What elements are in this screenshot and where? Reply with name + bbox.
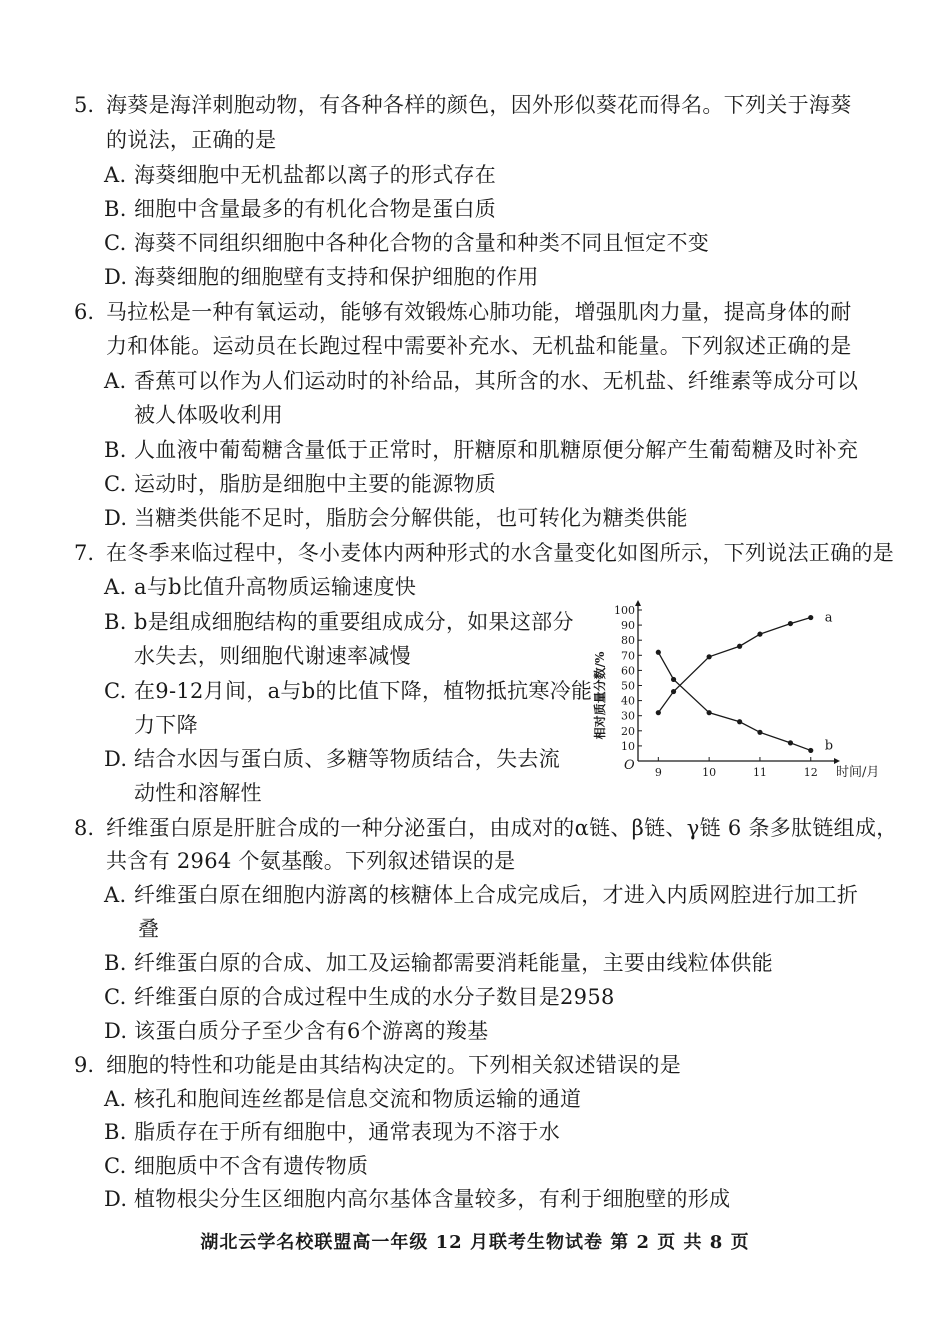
option-text: 细胞质中不含有遗传物质 [134, 1154, 369, 1178]
option-letter: B. [104, 438, 127, 462]
q8-option-b[interactable] [104, 948, 773, 978]
option-text: a与b比值升高物质运输速度快 [134, 575, 417, 599]
q8-option-c[interactable] [104, 982, 615, 1012]
option-text: 核孔和胞间连丝都是信息交流和物质运输的通道 [134, 1087, 582, 1111]
y-tick-label: 100 [614, 604, 635, 617]
q6-option-b[interactable] [104, 435, 858, 465]
q9-option-c[interactable] [104, 1151, 368, 1181]
q5-option-b[interactable] [104, 194, 496, 224]
q5-number: 5. [74, 93, 95, 117]
q9-option-b[interactable] [104, 1117, 560, 1147]
x-tick-label: 12 [803, 766, 818, 779]
option-letter: B. [104, 951, 127, 975]
option-letter: C. [104, 1154, 127, 1178]
q6-option-a-cont: 被人体吸收利用 [134, 403, 284, 427]
option-text: 当糖类供能不足时，脂肪会分解供能，也可转化为糖类供能 [134, 506, 688, 530]
y-tick-label: 30 [621, 709, 635, 723]
q5-stem-line2: 的说法，正确的是 [106, 128, 277, 152]
q6-option-d[interactable] [104, 503, 688, 533]
y-axis-arrow [635, 600, 641, 606]
option-letter: D. [104, 747, 128, 771]
q7-number: 7. [74, 541, 95, 565]
data-point-a [707, 654, 712, 659]
q9-number: 9. [74, 1053, 95, 1077]
option-letter: C. [104, 679, 127, 703]
option-letter: A. [104, 883, 127, 907]
option-text: 细胞中含量最多的有机化合物是蛋白质 [134, 197, 497, 221]
q5-stem-line1: 海葵是海洋刺胞动物，有各种各样的颜色，因外形似葵花而得名。下列关于海葵 [106, 93, 852, 117]
x-axis-label: 时间/月 [836, 765, 880, 780]
data-point-b [737, 719, 742, 724]
option-letter: B. [104, 610, 127, 634]
q8-option-a-cont: 叠 [138, 917, 160, 941]
series-label-a: a [824, 610, 833, 626]
option-letter: D. [104, 506, 128, 530]
q7-option-c-cont: 力下降 [134, 713, 198, 737]
q8-option-d[interactable] [104, 1016, 488, 1046]
option-text: 纤维蛋白原的合成过程中生成的水分子数目是2958 [134, 985, 615, 1009]
option-text: 纤维蛋白原在细胞内游离的核糖体上合成完成后，才进入内质网腔进行加工折 [134, 883, 859, 907]
option-letter: A. [104, 1087, 127, 1111]
data-point-b [788, 740, 793, 745]
option-text: 该蛋白质分子至少含有6个游离的羧基 [134, 1019, 489, 1043]
option-text: 纤维蛋白原的合成、加工及运输都需要消耗能量，主要由线粒体供能 [134, 951, 773, 975]
q8-option-a[interactable] [104, 880, 858, 910]
option-text: 结合水因与蛋白质、多糖等物质结合，失去流 [134, 747, 560, 771]
option-text: b是组成细胞结构的重要组成成分，如果这部分 [134, 610, 574, 634]
y-tick-label: 60 [621, 664, 635, 678]
q7-stem-line1: 在冬季来临过程中，冬小麦体内两种形式的水含量变化如图所示，下列说法正确的是 [106, 541, 895, 565]
q6-option-c[interactable] [104, 469, 496, 499]
q6-number: 6. [74, 300, 95, 324]
q7-option-b-cont: 水失去，则细胞代谢速率减慢 [134, 644, 411, 668]
y-tick-label: 90 [621, 619, 635, 633]
q9-option-d[interactable] [104, 1184, 730, 1214]
data-point-b [707, 710, 712, 715]
q8-number: 8. [74, 816, 95, 840]
data-point-a [808, 615, 813, 620]
x-tick-label: 10 [702, 766, 717, 779]
q9-option-a[interactable] [104, 1084, 581, 1114]
data-point-a [788, 621, 793, 626]
data-point-b [808, 748, 813, 753]
y-tick-label: 80 [621, 634, 635, 648]
q7-option-c[interactable] [104, 676, 592, 706]
q9-stem-line1: 细胞的特性和功能是由其结构决定的。下列相关叙述错误的是 [106, 1053, 682, 1077]
option-letter: A. [104, 369, 127, 393]
data-point-a [757, 632, 762, 637]
option-letter: D. [104, 265, 128, 289]
option-letter: D. [104, 1019, 128, 1043]
water-content-chart [588, 598, 888, 783]
q7-option-b[interactable] [104, 607, 574, 637]
q7-option-d-cont: 动性和溶解性 [134, 781, 262, 805]
q8-stem-line2: 共含有 2964 个氨基酸。下列叙述错误的是 [106, 849, 516, 873]
q7-option-a[interactable] [104, 572, 416, 602]
q5-option-c[interactable] [104, 228, 709, 258]
option-letter: D. [104, 1187, 128, 1211]
option-text: 运动时，脂肪是细胞中主要的能源物质 [134, 472, 497, 496]
y-tick-label: 70 [621, 649, 635, 663]
series-line-b [658, 652, 810, 750]
q5-option-a[interactable] [104, 160, 496, 190]
x-tick-label: 11 [752, 766, 767, 779]
y-axis-label: 相对质量分数/% [593, 651, 607, 740]
q5-option-d[interactable] [104, 262, 539, 292]
option-text: 海葵细胞的细胞壁有支持和保护细胞的作用 [134, 265, 539, 289]
option-letter: B. [104, 1120, 127, 1144]
option-letter: A. [104, 575, 127, 599]
data-point-b [757, 730, 762, 735]
option-text: 海葵不同组织细胞中各种化合物的含量和种类不同且恒定不变 [134, 231, 710, 255]
option-letter: B. [104, 197, 127, 221]
option-letter: C. [104, 472, 127, 496]
option-text: 在9-12月间，a与b的比值下降，植物抵抗寒冷能 [134, 679, 593, 703]
x-axis-arrow [834, 758, 840, 764]
q6-option-a[interactable] [104, 366, 858, 396]
y-tick-label: 40 [621, 694, 635, 708]
data-point-a [671, 689, 676, 694]
q8-stem-line1: 纤维蛋白原是肝脏合成的一种分泌蛋白，由成对的α链、β链、γ链 6 条多肽链组成， [106, 816, 898, 840]
option-letter: A. [104, 163, 127, 187]
origin-label: O [624, 758, 635, 773]
option-text: 海葵细胞中无机盐都以离子的形式存在 [134, 163, 497, 187]
y-tick-label: 20 [621, 724, 635, 738]
q6-stem-line2: 力和体能。运动员在长跑过程中需要补充水、无机盐和能量。下列叙述正确的是 [106, 334, 852, 358]
y-tick-label: 10 [621, 739, 635, 753]
series-line-a [658, 618, 810, 713]
option-text: 人血液中葡萄糖含量低于正常时，肝糖原和肌糖原便分解产生葡萄糖及时补充 [134, 438, 859, 462]
q6-stem-line1: 马拉松是一种有氧运动，能够有效锻炼心肺功能，增强肌肉力量，提高身体的耐 [106, 300, 852, 324]
data-point-b [671, 677, 676, 682]
option-text: 脂质存在于所有细胞中，通常表现为不溶于水 [134, 1120, 560, 1144]
option-letter: C. [104, 985, 127, 1009]
option-letter: C. [104, 231, 127, 255]
data-point-b [656, 650, 661, 655]
option-text: 香蕉可以作为人们运动时的补给品，其所含的水、无机盐、纤维素等成分可以 [134, 369, 859, 393]
data-point-a [737, 644, 742, 649]
data-point-a [656, 710, 661, 715]
series-label-b: b [824, 738, 834, 754]
option-text: 植物根尖分生区细胞内高尔基体含量较多，有利于细胞壁的形成 [134, 1187, 731, 1211]
x-tick-label: 9 [654, 766, 662, 779]
page-footer: 湖北云学名校联盟高一年级 12 月联考生物试卷 第 2 页 共 8 页 [200, 1232, 750, 1253]
y-tick-label: 50 [621, 679, 635, 693]
q7-option-d[interactable] [104, 744, 560, 774]
